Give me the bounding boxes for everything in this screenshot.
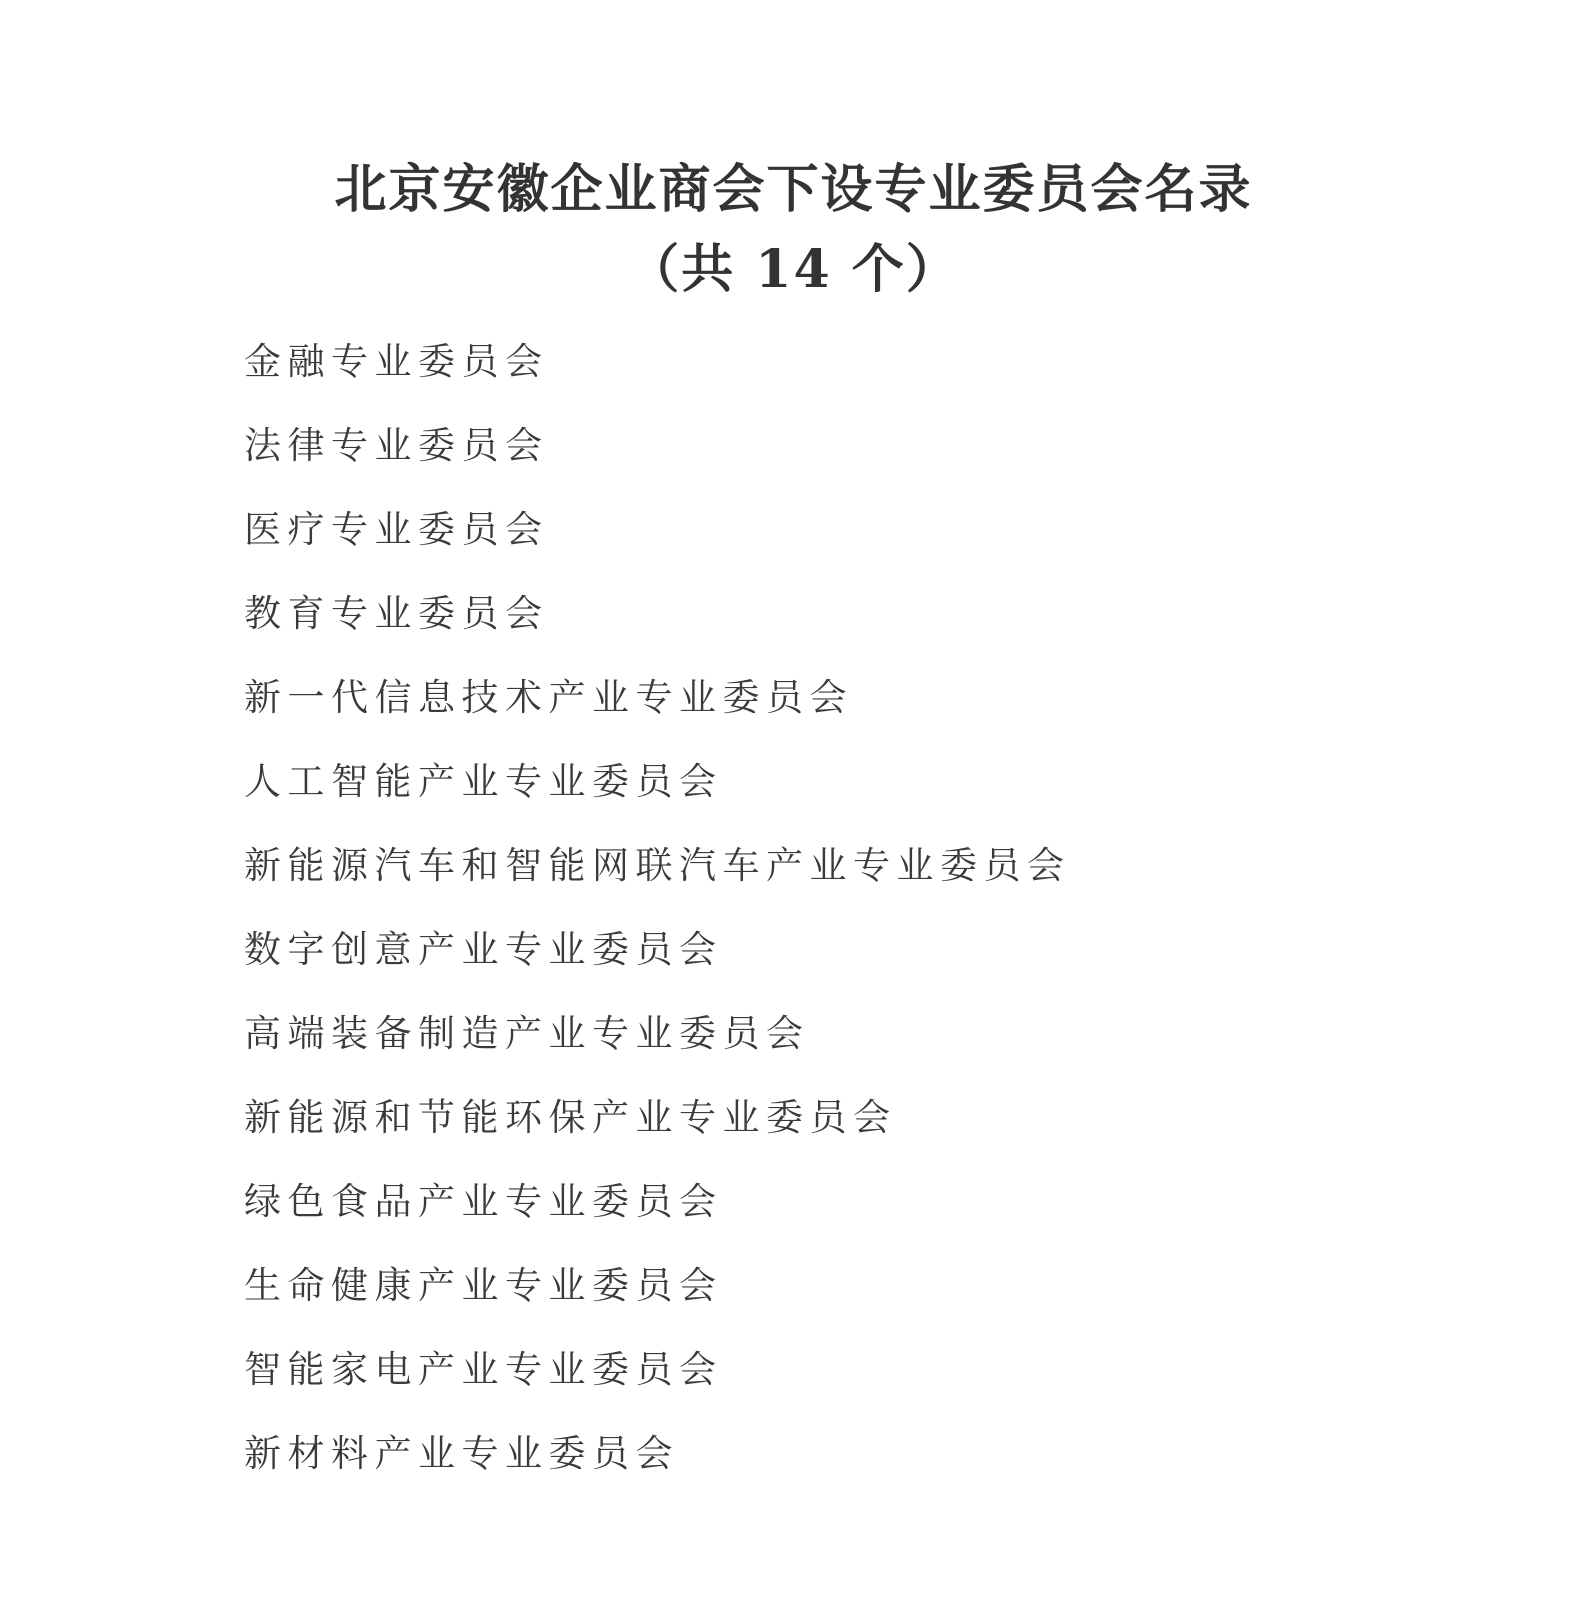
document-subtitle: （共 14 个） — [627, 239, 960, 300]
committee-item: 绿色食品产业专业委员会 — [244, 1180, 723, 1223]
document-title: 北京安徽企业商会下设专业委员会名录 — [334, 159, 1253, 220]
committee-item: 教育专业委员会 — [244, 592, 549, 635]
committee-item: 人工智能产业专业委员会 — [244, 760, 723, 803]
committee-item: 新一代信息技术产业专业委员会 — [244, 676, 853, 719]
committee-item: 医疗专业委员会 — [244, 508, 549, 551]
committee-item: 智能家电产业专业委员会 — [244, 1348, 723, 1391]
committee-item: 新能源和节能环保产业专业委员会 — [244, 1096, 897, 1139]
committee-item: 数字创意产业专业委员会 — [244, 928, 723, 971]
committee-item: 生命健康产业专业委员会 — [244, 1264, 723, 1307]
title-block — [0, 150, 1587, 310]
committee-item: 高端装备制造产业专业委员会 — [244, 1012, 810, 1055]
committee-item: 新材料产业专业委员会 — [244, 1432, 679, 1475]
committee-item: 金融专业委员会 — [244, 340, 549, 383]
committee-item: 新能源汽车和智能网联汽车产业专业委员会 — [244, 844, 1071, 887]
committee-list — [244, 320, 1071, 1496]
committee-item: 法律专业委员会 — [244, 424, 549, 467]
